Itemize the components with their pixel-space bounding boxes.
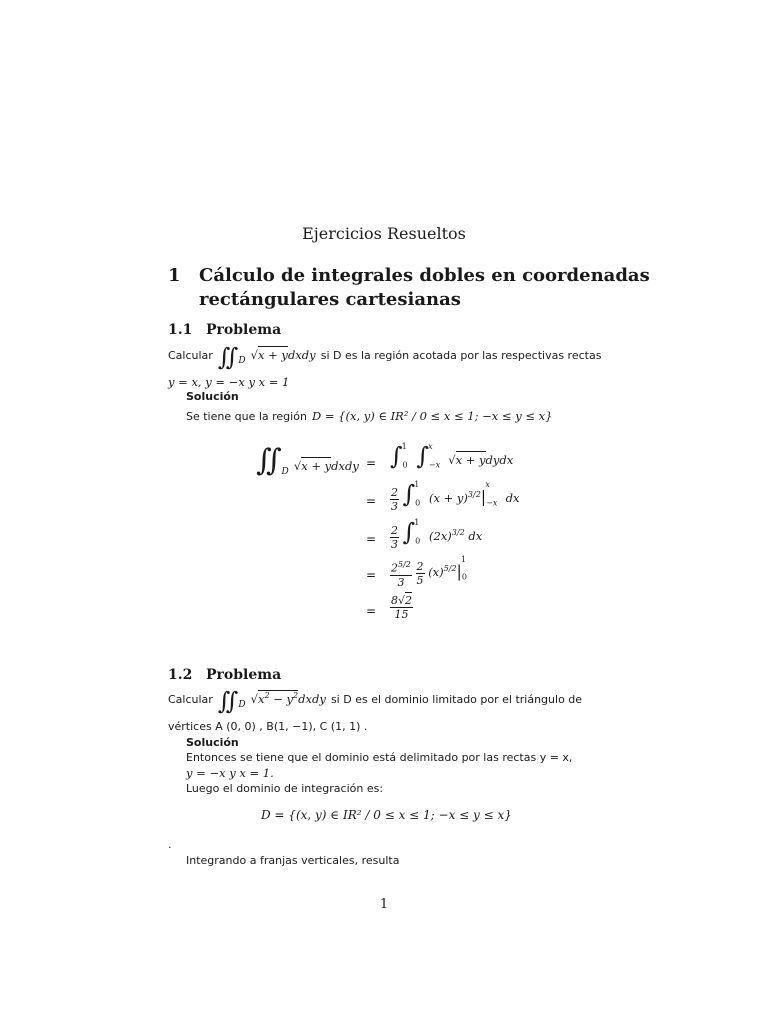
derivation-step-5: $\frac{8√2}{15}$ bbox=[391, 594, 413, 621]
page-number: 1 bbox=[379, 897, 389, 912]
derivation-step-4: $\frac{2^{5/2}}{3}$ $\frac{2}{5}$ $(x)^{5/2}|_0^1$ bbox=[391, 554, 468, 589]
problem2-line2: y = −x y x = 1. bbox=[186, 766, 274, 780]
subsection-title: Problema bbox=[206, 667, 282, 683]
equals-sign: = bbox=[366, 494, 377, 508]
problem2-line1: Entonces se tiene que el dominio está delimitado por las rectas y = x, bbox=[186, 751, 573, 764]
problem1-lines: y = x, y = −x y x = 1 bbox=[168, 375, 290, 389]
equals-sign: = bbox=[366, 604, 377, 618]
region-equation: D = {(x, y) ∈ IR² / 0 ≤ x ≤ 1; −x ≤ y ≤ x} bbox=[312, 409, 553, 423]
section-title-line2: rectángulares cartesianas bbox=[199, 289, 461, 310]
problem1-statement bbox=[168, 344, 601, 369]
problem1-region bbox=[186, 405, 552, 424]
calc-word: Calcular bbox=[168, 349, 213, 362]
problem2-line3: Luego el dominio de integración es: bbox=[186, 782, 384, 795]
problem2-domain-equation: D = {(x, y) ∈ IR² / 0 ≤ x ≤ 1; −x ≤ y ≤ x} bbox=[261, 808, 512, 822]
problem2-solution-label: Solución bbox=[186, 736, 239, 749]
double-integral-symbol: ∬ bbox=[217, 687, 239, 715]
problem2-statement bbox=[168, 688, 582, 713]
double-integral-symbol: ∬ bbox=[217, 343, 239, 371]
derivation-lhs: $∬_D$ √x + ydxdy bbox=[256, 443, 359, 478]
stray-dot: . bbox=[168, 838, 172, 851]
section-number: 1 bbox=[168, 265, 181, 286]
derivation-step-3: $\frac{2}{3}$ $\int_0^1$ $(2x)^{3/2}$ dx bbox=[391, 518, 483, 551]
integral-domain: D bbox=[238, 356, 246, 367]
integral-domain: D bbox=[238, 700, 246, 711]
subsection-heading-1-1 bbox=[168, 322, 281, 338]
integrand: $√x^2$ − $y^2dxdy$ bbox=[250, 691, 326, 706]
region-text: Se tiene que la región bbox=[186, 410, 307, 423]
integrand: √x + ydxdy bbox=[250, 348, 316, 362]
section-heading bbox=[168, 264, 650, 312]
statement-rest: si D es la región acotada por las respectivas rectas bbox=[320, 349, 602, 362]
equals-sign: = bbox=[366, 456, 377, 470]
subsection-number: 1.1 bbox=[168, 322, 193, 338]
subsection-heading-1-2 bbox=[168, 667, 281, 683]
document-title: Ejercicios Resueltos bbox=[302, 224, 466, 243]
derivation-step-1: $\int_0^1$ $\int_{-x}^x$ √x + ydydx bbox=[390, 442, 514, 470]
equals-sign: = bbox=[366, 568, 377, 582]
calc-word: Calcular bbox=[168, 693, 213, 706]
subsection-title: Problema bbox=[206, 322, 282, 338]
problem1-solution-label: Solución bbox=[186, 390, 239, 403]
problem2-final-line: Integrando a franjas verticales, resulta bbox=[186, 854, 400, 867]
derivation-step-2: $\frac{2}{3}$ $\int_0^1$ $(x + y)^{3/2}|_{-x}^x$ dx bbox=[391, 480, 520, 513]
problem2-vertices: vértices A (0, 0) , B(1, −1), C (1, 1) . bbox=[168, 720, 368, 733]
section-title-line1: Cálculo de integrales dobles en coordenadas bbox=[199, 265, 650, 286]
equals-sign: = bbox=[366, 532, 377, 546]
double-integral-symbol: ∬ bbox=[256, 443, 282, 478]
statement-rest: si D es el dominio limitado por el triángulo de bbox=[330, 693, 583, 706]
subsection-number: 1.2 bbox=[168, 667, 193, 683]
